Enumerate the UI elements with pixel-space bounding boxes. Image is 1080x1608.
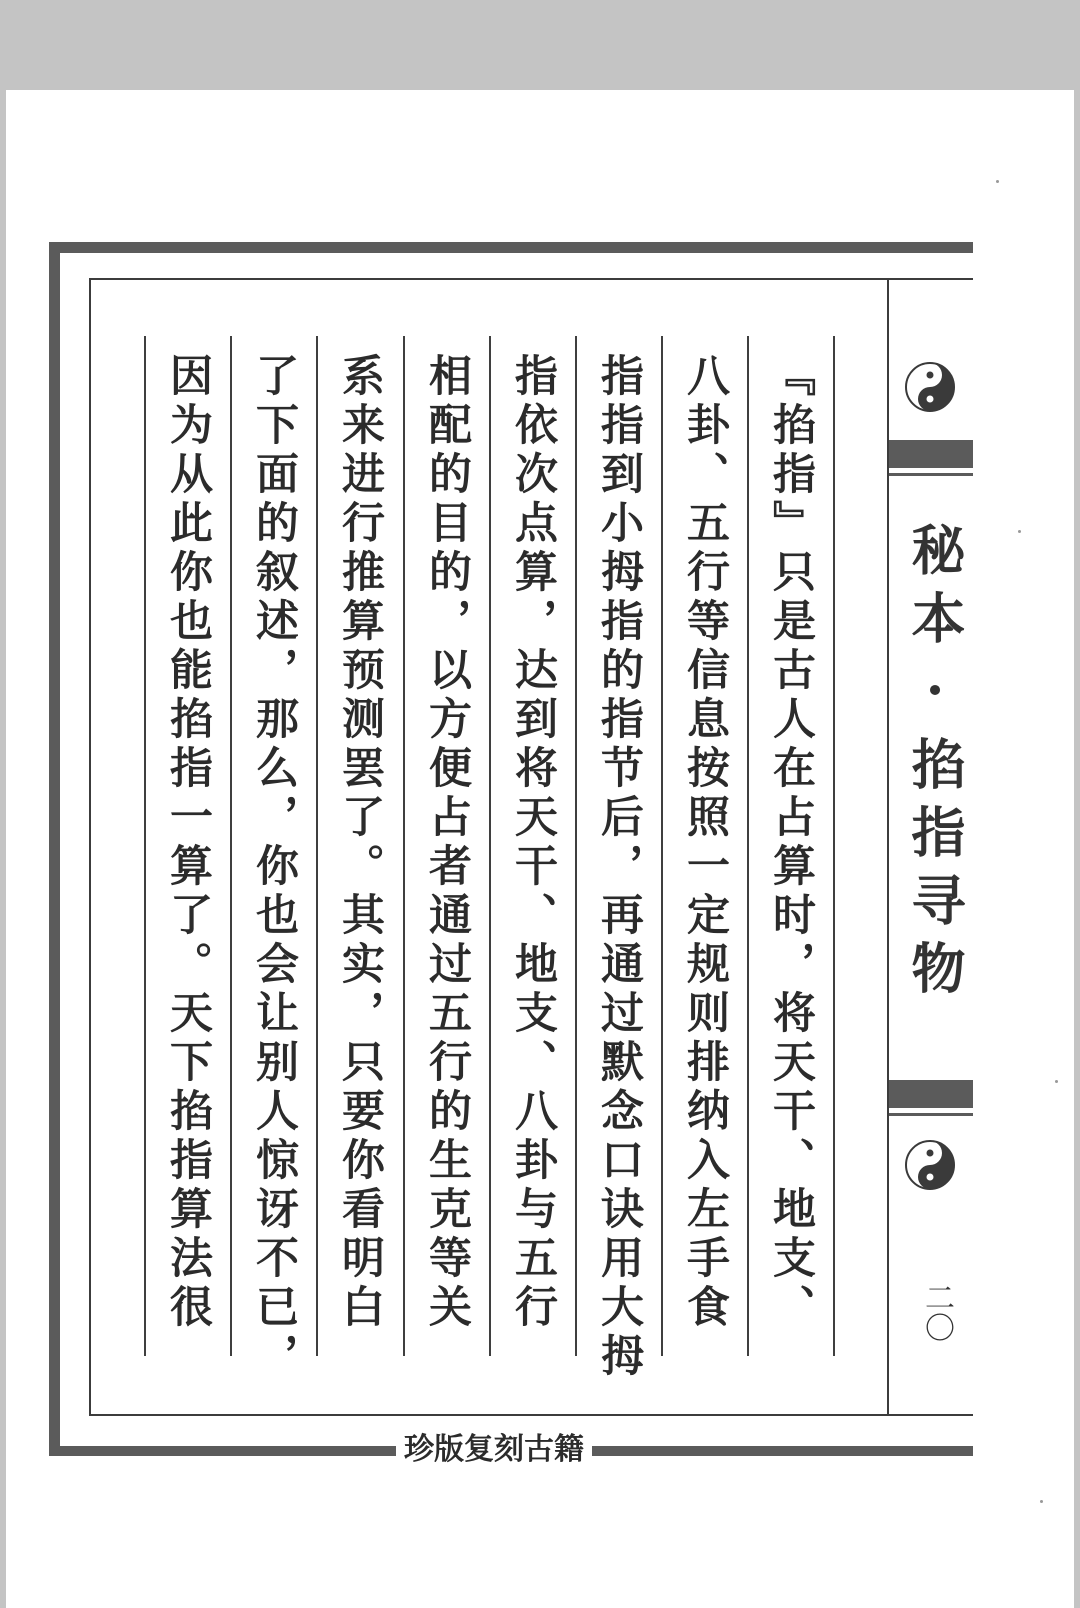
yin-yang-icon <box>905 1140 955 1190</box>
scan-speck <box>1018 530 1021 533</box>
text-column-1: 『掐指』只是古人在占算时，将天干、地支、 <box>766 353 816 1333</box>
column-rule <box>833 336 835 1356</box>
scan-speck <box>996 180 999 183</box>
outer-frame-bottom-right <box>592 1446 973 1456</box>
scan-speck <box>1055 1080 1058 1083</box>
column-rule <box>747 336 749 1356</box>
outer-frame-bottom-left <box>49 1446 396 1456</box>
yin-yang-icon <box>905 362 955 412</box>
text-column-3: 指指到小拇指的指节后，再通过默念口诀用大拇 <box>594 353 644 1382</box>
text-column-8: 因为从此你也能掐指一算了。天下掐指算法很 <box>163 353 213 1333</box>
text-column-4: 指依次点算，达到将天干、地支、八卦与五行 <box>508 353 558 1333</box>
outer-frame-top <box>49 242 973 253</box>
page-number: 二〇 <box>919 1282 954 1342</box>
text-column-7: 了下面的叙述，那么，你也会让别人惊讶不已， <box>249 353 299 1382</box>
text-column-5: 相配的目的，以方便占者通过五行的生克等关 <box>422 353 472 1333</box>
side-panel-top-rule <box>889 278 973 280</box>
column-rule <box>575 336 577 1356</box>
text-column-6: 系来进行推算预测罢了。其实，只要你看明白 <box>335 353 385 1333</box>
side-panel-bottom-rule <box>889 1414 973 1416</box>
scan-speck <box>1040 1500 1043 1503</box>
column-rule <box>661 336 663 1356</box>
book-title: 秘本·掐指寻物 <box>903 522 967 1008</box>
column-rule <box>144 336 146 1356</box>
column-rule <box>316 336 318 1356</box>
outer-frame-left <box>49 242 60 1456</box>
column-rule <box>230 336 232 1356</box>
column-rule <box>489 336 491 1356</box>
side-band-top <box>889 440 973 468</box>
text-column-2: 八卦、五行等信息按照一定规则排纳入左手食 <box>680 353 730 1333</box>
side-band-bottom <box>889 1080 973 1108</box>
footer-label: 珍版复刻古籍 <box>404 1432 584 1467</box>
column-rule <box>403 336 405 1356</box>
